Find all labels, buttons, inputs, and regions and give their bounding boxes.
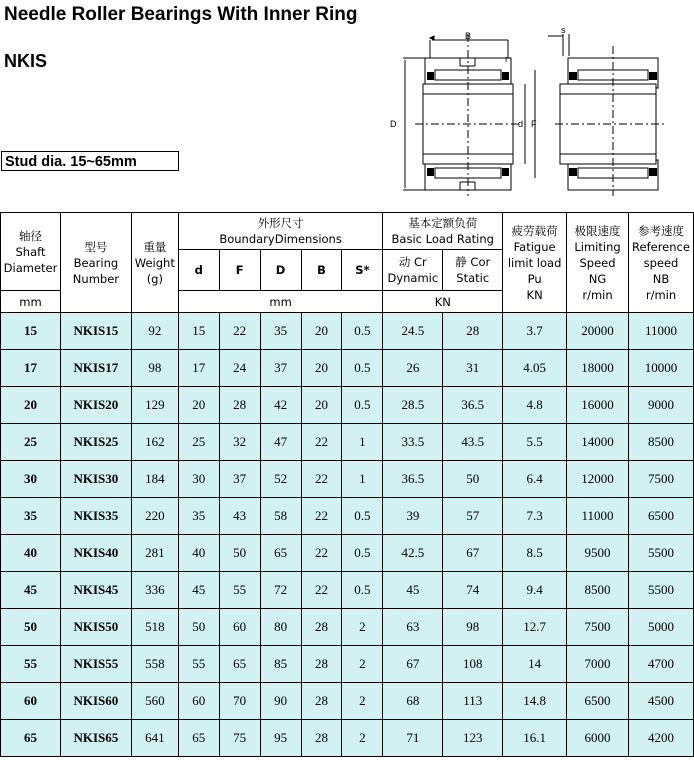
cell-D: 95	[260, 720, 301, 757]
header-B: B	[301, 250, 342, 291]
cell-d: 55	[178, 646, 219, 683]
header-basic-load-rating: 基本定额负荷 Basic Load Rating	[383, 213, 503, 250]
cell-B: 28	[301, 683, 342, 720]
cell-F: 37	[219, 461, 260, 498]
header-reference-speed: 参考速度 Reference speed NB r/min	[628, 213, 693, 313]
bearing-spec-table	[0, 212, 694, 757]
dim-label-D: D	[390, 119, 397, 129]
cell-limiting-speed: 6500	[567, 683, 629, 720]
cell-shaft-diameter: 30	[1, 461, 61, 498]
cell-B: 20	[301, 387, 342, 424]
cell-S: 1	[342, 424, 383, 461]
cell-d: 40	[178, 535, 219, 572]
cell-fatigue-limit: 12.7	[503, 609, 567, 646]
cell-F: 65	[219, 646, 260, 683]
cell-static-cor: 43.5	[443, 424, 503, 461]
cell-d: 45	[178, 572, 219, 609]
cell-bearing-number: NKIS60	[60, 683, 131, 720]
cell-limiting-speed: 7500	[567, 609, 629, 646]
table-row	[1, 720, 694, 757]
cell-d: 35	[178, 498, 219, 535]
cell-static-cor: 98	[443, 609, 503, 646]
cell-d: 15	[178, 313, 219, 350]
header-shaft-diameter: 轴径 Shaft Diameter	[1, 213, 61, 291]
cell-S: 2	[342, 609, 383, 646]
cell-fatigue-limit: 14	[503, 646, 567, 683]
cell-S: 2	[342, 720, 383, 757]
cell-static-cor: 31	[443, 350, 503, 387]
header-static-cor: 静 Cor Static	[443, 250, 503, 291]
cell-reference-speed: 10000	[628, 350, 693, 387]
cell-shaft-diameter: 15	[1, 313, 61, 350]
cell-limiting-speed: 8500	[567, 572, 629, 609]
dim-label-b: B	[465, 31, 472, 41]
header-fatigue-limit: 疲劳载荷 Fatigue limit load Pu KN	[503, 213, 567, 313]
cell-weight: 336	[131, 572, 178, 609]
cell-shaft-diameter: 45	[1, 572, 61, 609]
cell-dynamic-cr: 63	[383, 609, 443, 646]
cell-static-cor: 67	[443, 535, 503, 572]
cell-static-cor: 36.5	[443, 387, 503, 424]
cell-S: 2	[342, 646, 383, 683]
cell-bearing-number: NKIS25	[60, 424, 131, 461]
cell-weight: 129	[131, 387, 178, 424]
cell-weight: 560	[131, 683, 178, 720]
cell-static-cor: 113	[443, 683, 503, 720]
cell-F: 60	[219, 609, 260, 646]
cell-B: 20	[301, 350, 342, 387]
cell-static-cor: 50	[443, 461, 503, 498]
cell-reference-speed: 7500	[628, 461, 693, 498]
cell-bearing-number: NKIS20	[60, 387, 131, 424]
cell-D: 85	[260, 646, 301, 683]
cell-shaft-diameter: 40	[1, 535, 61, 572]
header-S: S*	[342, 250, 383, 291]
cell-limiting-speed: 20000	[567, 313, 629, 350]
cell-fatigue-limit: 5.5	[503, 424, 567, 461]
cell-S: 0.5	[342, 313, 383, 350]
cell-static-cor: 123	[443, 720, 503, 757]
dim-label-s: s	[561, 26, 566, 35]
cell-weight: 641	[131, 720, 178, 757]
cell-d: 65	[178, 720, 219, 757]
cell-D: 90	[260, 683, 301, 720]
cell-limiting-speed: 6000	[567, 720, 629, 757]
cell-bearing-number: NKIS45	[60, 572, 131, 609]
cell-limiting-speed: 11000	[567, 498, 629, 535]
header-bearing-number: 型号 Bearing Number	[60, 213, 131, 313]
header-dynamic-cr: 动 Cr Dynamic	[383, 250, 443, 291]
cell-fatigue-limit: 3.7	[503, 313, 567, 350]
cell-S: 0.5	[342, 350, 383, 387]
table-row	[1, 313, 694, 350]
cell-B: 28	[301, 720, 342, 757]
table-row	[1, 498, 694, 535]
cell-fatigue-limit: 7.3	[503, 498, 567, 535]
cell-shaft-diameter: 55	[1, 646, 61, 683]
cell-shaft-diameter: 20	[1, 387, 61, 424]
cell-reference-speed: 6500	[628, 498, 693, 535]
cell-reference-speed: 4700	[628, 646, 693, 683]
cell-S: 0.5	[342, 535, 383, 572]
cell-dynamic-cr: 26	[383, 350, 443, 387]
cell-reference-speed: 11000	[628, 313, 693, 350]
cell-limiting-speed: 18000	[567, 350, 629, 387]
cell-D: 72	[260, 572, 301, 609]
cell-weight: 92	[131, 313, 178, 350]
cell-B: 20	[301, 313, 342, 350]
cell-weight: 98	[131, 350, 178, 387]
cell-D: 65	[260, 535, 301, 572]
stud-diameter-label: Stud dia. 15~65mm	[1, 151, 179, 171]
cell-limiting-speed: 12000	[567, 461, 629, 498]
cell-dynamic-cr: 24.5	[383, 313, 443, 350]
cell-F: 22	[219, 313, 260, 350]
cell-limiting-speed: 16000	[567, 387, 629, 424]
dim-label-d: d	[518, 119, 524, 129]
cell-dynamic-cr: 45	[383, 572, 443, 609]
cell-bearing-number: NKIS65	[60, 720, 131, 757]
cell-dynamic-cr: 68	[383, 683, 443, 720]
table-row	[1, 350, 694, 387]
cell-S: 2	[342, 683, 383, 720]
cell-shaft-diameter: 17	[1, 350, 61, 387]
cell-S: 0.5	[342, 387, 383, 424]
table-row	[1, 387, 694, 424]
cell-d: 60	[178, 683, 219, 720]
cell-reference-speed: 8500	[628, 424, 693, 461]
cell-F: 28	[219, 387, 260, 424]
cell-fatigue-limit: 4.05	[503, 350, 567, 387]
cell-S: 1	[342, 461, 383, 498]
cell-bearing-number: NKIS15	[60, 313, 131, 350]
bearing-diagram	[385, 26, 675, 198]
cell-dynamic-cr: 71	[383, 720, 443, 757]
cell-d: 17	[178, 350, 219, 387]
cell-S: 0.5	[342, 572, 383, 609]
cell-B: 22	[301, 498, 342, 535]
cell-fatigue-limit: 4.8	[503, 387, 567, 424]
cell-shaft-diameter: 65	[1, 720, 61, 757]
header-d: d	[178, 250, 219, 291]
cell-d: 25	[178, 424, 219, 461]
cell-d: 20	[178, 387, 219, 424]
cell-D: 47	[260, 424, 301, 461]
cell-F: 70	[219, 683, 260, 720]
cell-reference-speed: 9000	[628, 387, 693, 424]
cell-reference-speed: 5500	[628, 535, 693, 572]
model-name: NKIS	[4, 51, 48, 71]
cell-dynamic-cr: 67	[383, 646, 443, 683]
dim-label-F: F	[531, 119, 537, 129]
cell-F: 43	[219, 498, 260, 535]
cell-shaft-diameter: 60	[1, 683, 61, 720]
cell-D: 58	[260, 498, 301, 535]
cell-D: 52	[260, 461, 301, 498]
table-row	[1, 461, 694, 498]
cell-dynamic-cr: 39	[383, 498, 443, 535]
header-limiting-speed: 极限速度 Limiting Speed NG r/min	[567, 213, 629, 313]
table-row	[1, 646, 694, 683]
header-F: F	[219, 250, 260, 291]
cell-bearing-number: NKIS30	[60, 461, 131, 498]
cell-d: 50	[178, 609, 219, 646]
cell-reference-speed: 5500	[628, 572, 693, 609]
cell-dynamic-cr: 36.5	[383, 461, 443, 498]
cell-fatigue-limit: 8.5	[503, 535, 567, 572]
cell-D: 42	[260, 387, 301, 424]
cell-B: 22	[301, 535, 342, 572]
cell-F: 50	[219, 535, 260, 572]
cell-reference-speed: 4200	[628, 720, 693, 757]
cell-weight: 558	[131, 646, 178, 683]
cell-shaft-diameter: 50	[1, 609, 61, 646]
cell-B: 22	[301, 572, 342, 609]
cell-fatigue-limit: 9.4	[503, 572, 567, 609]
cell-B: 22	[301, 424, 342, 461]
header-D: D	[260, 250, 301, 291]
cell-limiting-speed: 7000	[567, 646, 629, 683]
cell-weight: 220	[131, 498, 178, 535]
cell-fatigue-limit: 6.4	[503, 461, 567, 498]
page-title: Needle Roller Bearings With Inner Ring	[4, 4, 358, 25]
header-unit-mm-shaft: mm	[1, 291, 61, 313]
cell-B: 28	[301, 646, 342, 683]
cell-weight: 162	[131, 424, 178, 461]
cell-bearing-number: NKIS17	[60, 350, 131, 387]
cell-dynamic-cr: 28.5	[383, 387, 443, 424]
cell-D: 35	[260, 313, 301, 350]
table-row	[1, 572, 694, 609]
cell-D: 80	[260, 609, 301, 646]
cell-static-cor: 57	[443, 498, 503, 535]
cell-static-cor: 28	[443, 313, 503, 350]
cell-limiting-speed: 9500	[567, 535, 629, 572]
cell-reference-speed: 4500	[628, 683, 693, 720]
cell-bearing-number: NKIS40	[60, 535, 131, 572]
cell-dynamic-cr: 33.5	[383, 424, 443, 461]
table-row	[1, 609, 694, 646]
cell-reference-speed: 5000	[628, 609, 693, 646]
cell-F: 32	[219, 424, 260, 461]
cell-weight: 518	[131, 609, 178, 646]
dim-label-r: r	[505, 54, 508, 64]
cell-shaft-diameter: 25	[1, 424, 61, 461]
header-unit-mm-dims: mm	[178, 291, 383, 313]
table-row	[1, 535, 694, 572]
cell-F: 24	[219, 350, 260, 387]
header-weight: 重量 Weight (g)	[131, 213, 178, 313]
header-unit-kn: KN	[383, 291, 503, 313]
cell-static-cor: 108	[443, 646, 503, 683]
cell-B: 22	[301, 461, 342, 498]
cell-fatigue-limit: 16.1	[503, 720, 567, 757]
cell-bearing-number: NKIS55	[60, 646, 131, 683]
cell-B: 28	[301, 609, 342, 646]
cell-limiting-speed: 14000	[567, 424, 629, 461]
cell-shaft-diameter: 35	[1, 498, 61, 535]
cell-fatigue-limit: 14.8	[503, 683, 567, 720]
cell-F: 75	[219, 720, 260, 757]
cell-weight: 281	[131, 535, 178, 572]
cell-S: 0.5	[342, 498, 383, 535]
cell-static-cor: 74	[443, 572, 503, 609]
cell-weight: 184	[131, 461, 178, 498]
table-row	[1, 683, 694, 720]
cell-D: 37	[260, 350, 301, 387]
cell-bearing-number: NKIS50	[60, 609, 131, 646]
cell-F: 55	[219, 572, 260, 609]
table-row	[1, 424, 694, 461]
cell-d: 30	[178, 461, 219, 498]
cell-bearing-number: NKIS35	[60, 498, 131, 535]
cell-dynamic-cr: 42.5	[383, 535, 443, 572]
header-boundary-dimensions: 外形尺寸 BoundaryDimensions	[178, 213, 383, 250]
